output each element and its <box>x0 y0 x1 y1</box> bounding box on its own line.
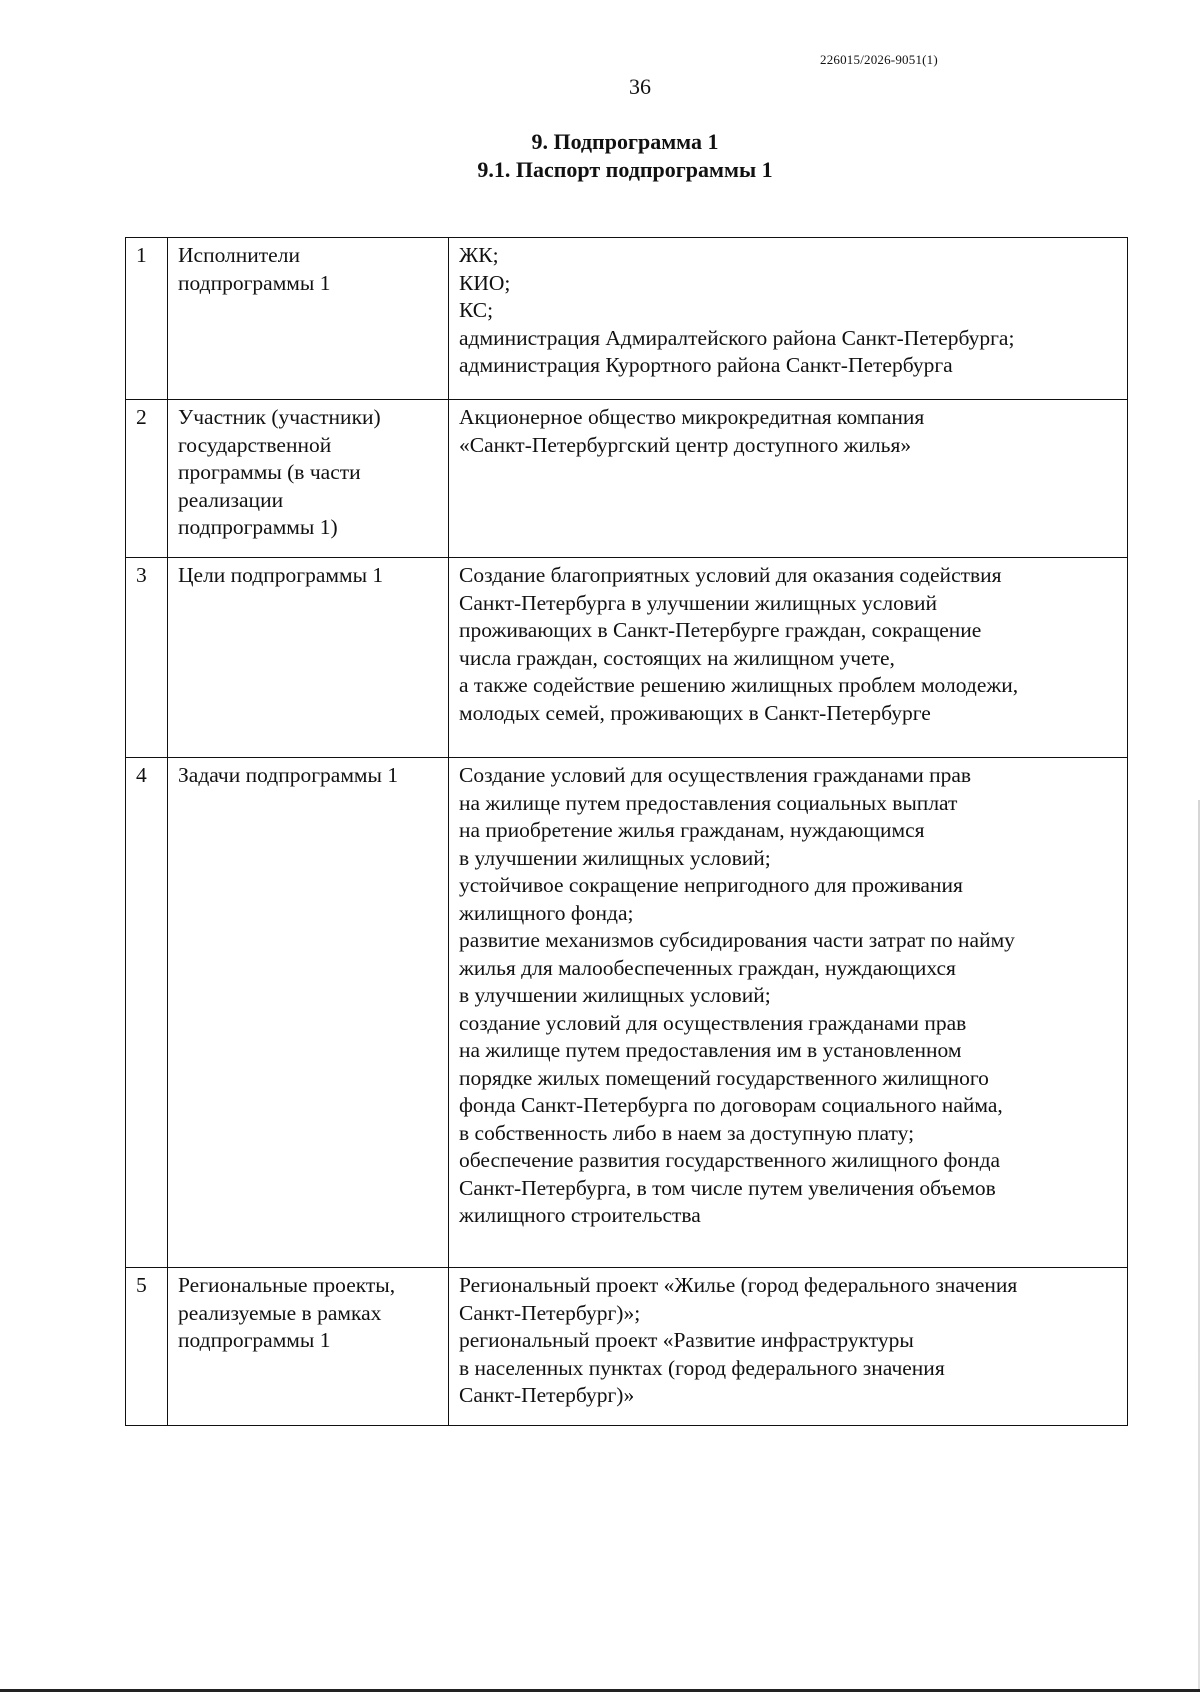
content-line: Создание условий для осуществления гражданами прав <box>459 763 972 787</box>
content-line: проживающих в Санкт-Петербурге граждан, сокращение <box>459 618 982 642</box>
content-line: Санкт-Петербург)» <box>459 1383 635 1407</box>
label-line: подпрограммы 1 <box>178 270 331 295</box>
content-line: Создание благоприятных условий для оказания содействия <box>459 563 1002 587</box>
content-line: КС; <box>459 298 494 322</box>
section-title: 9. Подпрограмма 1 <box>531 129 719 154</box>
label-line: реализации <box>178 487 284 512</box>
content-line: на жилище путем предоставления им в установленном <box>459 1038 962 1062</box>
content-line: обеспечение развития государственного жилищного фонда <box>459 1148 1001 1172</box>
label-line: Задачи подпрограммы 1 <box>178 763 399 787</box>
table-row <box>126 558 1128 758</box>
label-line: Региональные проекты, <box>178 1273 396 1297</box>
document-id: 226015/2026-9051(1) <box>820 52 938 67</box>
label-line: подпрограммы 1) <box>178 515 338 539</box>
label-line: подпрограммы 1 <box>178 1328 331 1352</box>
content-line: Санкт-Петербурга, в том числе путем увеличения объемов <box>459 1175 996 1200</box>
row-number: 2 <box>126 400 168 558</box>
row-content <box>449 558 1128 758</box>
content-line: Акционерное общество микрокредитная компания <box>459 405 925 429</box>
content-line: создание условий для осуществления гражданами прав <box>459 1010 967 1035</box>
row-label <box>168 1268 449 1426</box>
content-line: фонда Санкт-Петербурга по договорам социального найма, <box>459 1093 1003 1117</box>
content-line: в улучшении жилищных условий; <box>459 845 771 870</box>
row-number: 5 <box>126 1268 168 1426</box>
content-line: на приобретение жилья гражданам, нуждающимся <box>459 818 925 842</box>
label-line: реализуемые в рамках <box>178 1300 382 1325</box>
content-line: в улучшении жилищных условий; <box>459 983 771 1007</box>
label-line: программы (в части <box>178 460 361 484</box>
subsection-title: 9.1. Паспорт подпрограммы 1 <box>477 157 773 182</box>
row-number: 3 <box>126 558 168 758</box>
content-line: жилищного строительства <box>459 1203 701 1227</box>
table-row <box>126 238 1128 400</box>
table-row <box>126 758 1128 1268</box>
content-line: в населенных пунктах (город федерального значения <box>459 1355 945 1380</box>
row-content <box>449 1268 1128 1426</box>
row-content <box>449 238 1128 400</box>
content-line: КИО; <box>459 270 511 295</box>
content-line: в собственность либо в наем за доступную плату; <box>459 1120 915 1145</box>
content-line: администрация Адмиралтейского района Санкт-Петербурга; <box>459 325 1015 350</box>
content-line: на жилище путем предоставления социальных выплат <box>459 790 958 815</box>
label-line: государственной <box>178 432 332 457</box>
content-line: Санкт-Петербург)»; <box>459 1300 641 1325</box>
row-number: 4 <box>126 758 168 1268</box>
label-line: Цели подпрограммы 1 <box>178 563 384 587</box>
row-number: 1 <box>126 238 168 400</box>
content-line: жилья для малообеспеченных граждан, нуждающихся <box>459 955 956 980</box>
table-row <box>126 400 1128 558</box>
label-line: Исполнители <box>178 243 300 267</box>
row-label <box>168 238 449 400</box>
content-line: порядке жилых помещений государственного жилищного <box>459 1065 989 1090</box>
content-line: «Санкт-Петербургский центр доступного жилья» <box>459 432 912 457</box>
content-line: ЖК; <box>459 243 499 267</box>
row-label <box>168 400 449 558</box>
page-number: 36 <box>629 74 651 99</box>
content-line: Санкт-Петербурга в улучшении жилищных условий <box>459 590 937 615</box>
content-line: Региональный проект «Жилье (город федерального значения <box>459 1273 1018 1297</box>
content-line: числа граждан, состоящих на жилищном учете, <box>459 645 895 670</box>
subprogram-passport-table <box>125 237 1128 1426</box>
row-content <box>449 400 1128 558</box>
table-row <box>126 1268 1128 1426</box>
label-line: Участник (участники) <box>178 405 381 429</box>
section-heading <box>0 128 1200 184</box>
content-line: молодых семей, проживающих в Санкт-Петербурге <box>459 700 931 725</box>
content-line: устойчивое сокращение непригодного для проживания <box>459 873 963 897</box>
row-content <box>449 758 1128 1268</box>
row-label <box>168 758 449 1268</box>
content-line: развитие механизмов субсидирования части затрат по найму <box>459 928 1015 952</box>
content-line: а также содействие решению жилищных проблем молодежи, <box>459 673 1019 697</box>
row-label <box>168 558 449 758</box>
content-line: администрация Курортного района Санкт-Петербурга <box>459 353 953 377</box>
content-line: жилищного фонда; <box>459 900 634 925</box>
content-line: региональный проект «Развитие инфраструктуры <box>459 1328 914 1352</box>
